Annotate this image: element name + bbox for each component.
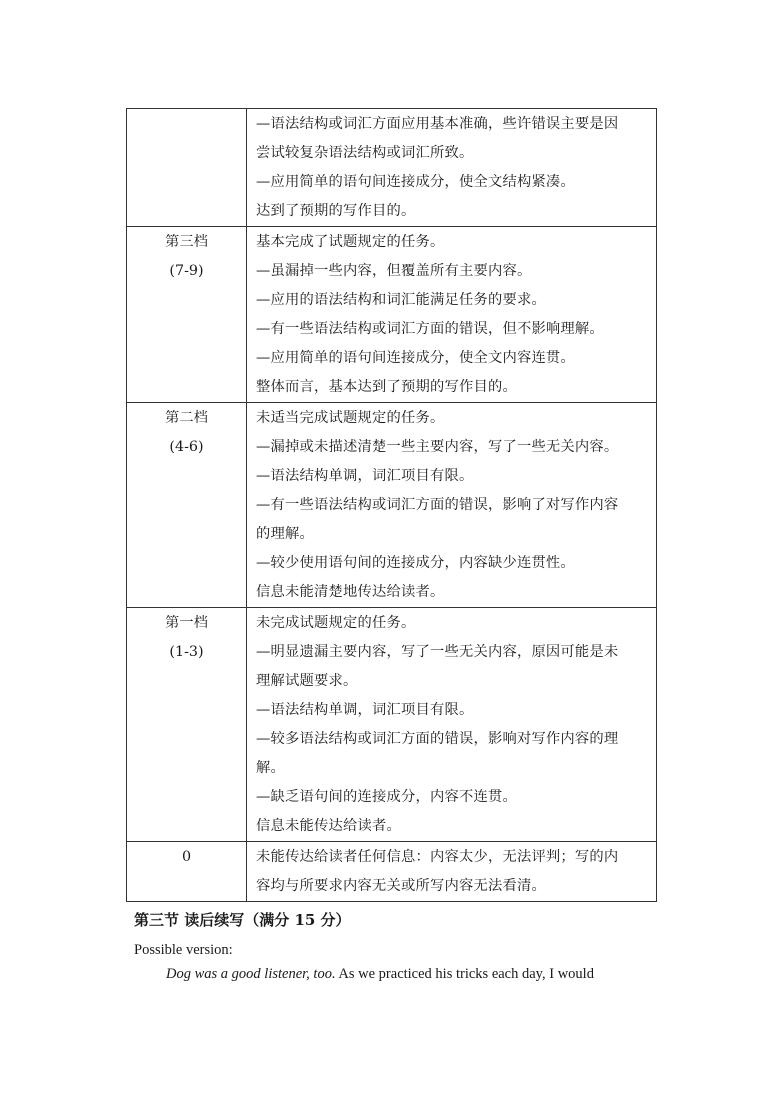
description-line: —有一些语法结构或词汇方面的错误，影响了对写作内容	[256, 497, 619, 513]
description-cell	[247, 403, 657, 608]
sample-paragraph	[166, 960, 594, 989]
rubric-row	[127, 403, 657, 608]
description-line: —应用的语法结构和词汇能满足任务的要求。	[256, 292, 546, 308]
description-line: —较少使用语句间的连接成分，内容缺少连贯性。	[256, 555, 575, 571]
description-line: 信息未能传达给读者。	[256, 818, 401, 834]
section-heading: 第三节 读后续写（满分 15 分）	[134, 911, 351, 929]
grade-range: (7-9)	[169, 263, 204, 279]
rubric-row	[127, 109, 657, 227]
description-line: —虽漏掉一些内容，但覆盖所有主要内容。	[256, 263, 532, 279]
description-line: 未适当完成试题规定的任务。	[256, 410, 445, 426]
italic-lead-sentence: Dog was a good listener, too.	[166, 966, 336, 982]
grade-label: 第二档	[165, 410, 208, 426]
description-line: —语法结构单调，词汇项目有限。	[256, 468, 474, 484]
paragraph-text: As we practiced his tricks each day, I would	[335, 966, 594, 982]
description-cell	[247, 227, 657, 403]
description-line: —语法结构单调，词汇项目有限。	[256, 702, 474, 718]
description-cell	[247, 109, 657, 227]
rubric-row	[127, 227, 657, 403]
description-line: 的理解。	[256, 526, 314, 542]
possible-version-label: Possible version:	[134, 942, 233, 958]
description-cell	[247, 608, 657, 842]
description-line: 基本完成了试题规定的任务。	[256, 234, 445, 250]
description-line: 达到了预期的写作目的。	[256, 203, 416, 219]
description-line: —有一些语法结构或词汇方面的错误，但不影响理解。	[256, 321, 604, 337]
description-line: 信息未能清楚地传达给读者。	[256, 584, 445, 600]
grade-range: (4-6)	[169, 439, 204, 455]
description-line: —缺乏语句间的连接成分，内容不连贯。	[256, 789, 517, 805]
grade-cell	[127, 403, 247, 608]
grade-label: 0	[181, 849, 192, 865]
grade-cell	[127, 842, 247, 902]
grade-label: 第三档	[165, 234, 208, 250]
description-line: 解。	[256, 760, 285, 776]
description-line: 理解试题要求。	[256, 673, 358, 689]
description-line: 尝试较复杂语法结构或词汇所致。	[256, 145, 474, 161]
grade-label: 第一档	[165, 615, 208, 631]
description-line: —应用简单的语句间连接成分，使全文内容连贯。	[256, 350, 575, 366]
grade-range: (1-3)	[169, 644, 204, 660]
description-line: 未完成试题规定的任务。	[256, 615, 416, 631]
scoring-rubric-table	[126, 108, 657, 902]
rubric-row	[127, 842, 657, 902]
rubric-row	[127, 608, 657, 842]
grade-cell	[127, 227, 247, 403]
description-line: 整体而言，基本达到了预期的写作目的。	[256, 379, 517, 395]
description-line: —语法结构或词汇方面应用基本准确，些许错误主要是因	[256, 116, 619, 132]
description-line: 容均与所要求内容无关或所写内容无法看清。	[256, 878, 546, 894]
description-line: —漏掉或未描述清楚一些主要内容，写了一些无关内容。	[256, 439, 619, 455]
description-line: —较多语法结构或词汇方面的错误，影响对写作内容的理	[256, 731, 619, 747]
description-line: —明显遗漏主要内容，写了一些无关内容，原因可能是未	[256, 644, 619, 660]
grade-cell	[127, 608, 247, 842]
description-cell	[247, 842, 657, 902]
description-line: —应用简单的语句间连接成分，使全文结构紧凑。	[256, 174, 575, 190]
description-line: 未能传达给读者任何信息：内容太少，无法评判；写的内	[256, 849, 619, 865]
grade-cell	[127, 109, 247, 227]
